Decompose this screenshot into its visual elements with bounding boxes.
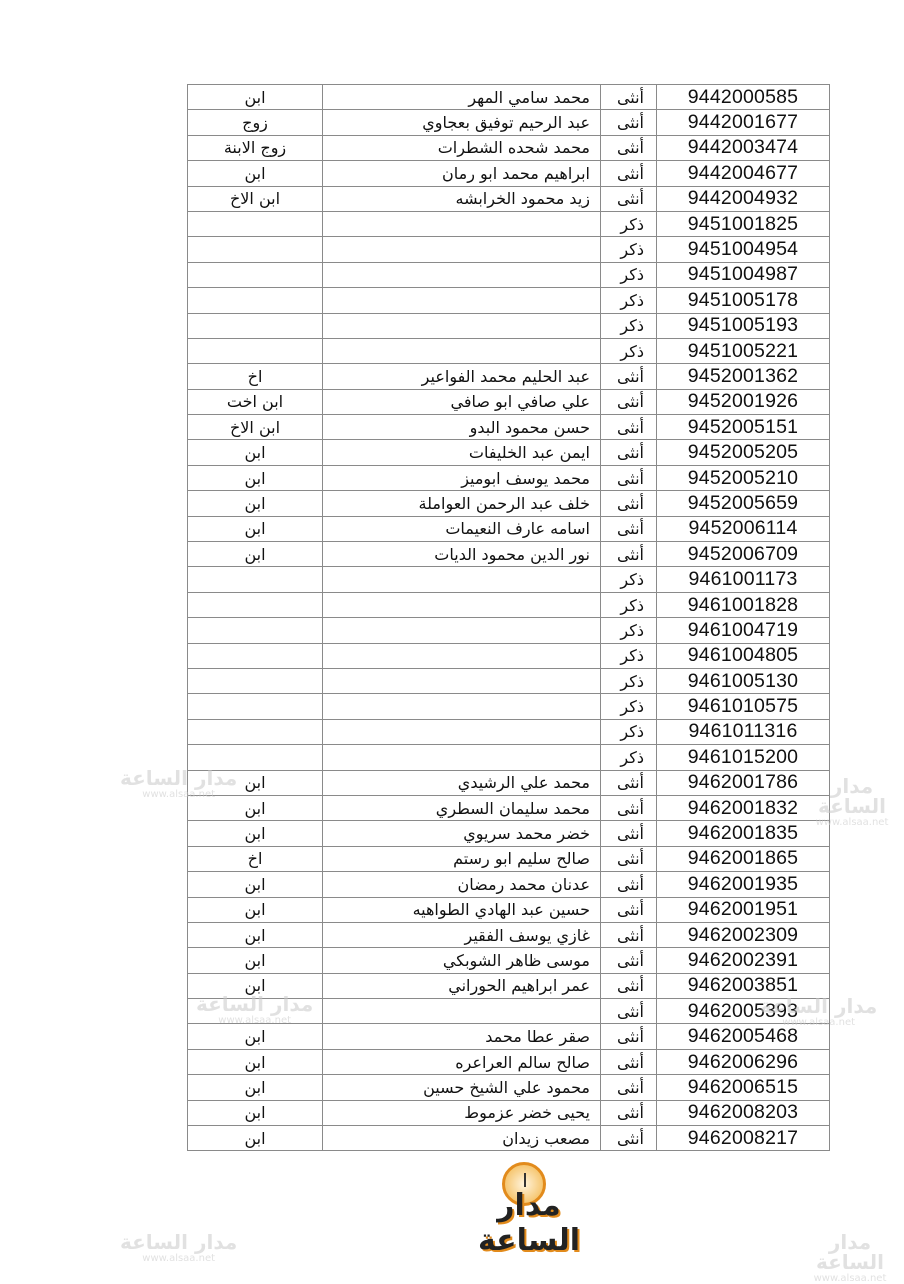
relation-cell bbox=[188, 567, 323, 592]
relation-cell bbox=[188, 618, 323, 643]
gender-cell: أنثى bbox=[601, 872, 657, 897]
gender-cell: أنثى bbox=[601, 795, 657, 820]
site-logo bbox=[470, 1162, 588, 1258]
table-row bbox=[188, 846, 830, 871]
id-cell: 9452005210 bbox=[657, 465, 830, 490]
table-row bbox=[188, 85, 830, 110]
name-cell: عدنان محمد رمضان bbox=[323, 872, 601, 897]
relation-cell: ابن bbox=[188, 1100, 323, 1125]
watermark-text: مدار الساعة bbox=[817, 774, 887, 818]
id-cell: 9462002309 bbox=[657, 922, 830, 947]
id-cell: 9462006515 bbox=[657, 1075, 830, 1100]
table-row bbox=[188, 618, 830, 643]
table-row bbox=[188, 872, 830, 897]
relation-cell: ابن bbox=[188, 770, 323, 795]
id-cell: 9442003474 bbox=[657, 135, 830, 160]
gender-cell: أنثى bbox=[601, 1075, 657, 1100]
gender-cell: أنثى bbox=[601, 770, 657, 795]
watermark-url: www.alsaa.net bbox=[813, 1273, 887, 1284]
gender-cell: أنثى bbox=[601, 491, 657, 516]
gender-cell: أنثى bbox=[601, 364, 657, 389]
relation-cell: ابن bbox=[188, 465, 323, 490]
relation-cell bbox=[188, 643, 323, 668]
relation-cell bbox=[188, 313, 323, 338]
gender-cell: ذكر bbox=[601, 618, 657, 643]
gender-cell: ذكر bbox=[601, 592, 657, 617]
name-cell bbox=[323, 618, 601, 643]
relation-cell: ابن اخت bbox=[188, 389, 323, 414]
gender-cell: ذكر bbox=[601, 745, 657, 770]
gender-cell: أنثى bbox=[601, 948, 657, 973]
watermark-text: مدار الساعة bbox=[815, 1230, 885, 1274]
name-cell: محمد سليمان السطري bbox=[323, 795, 601, 820]
gender-cell: ذكر bbox=[601, 262, 657, 287]
name-cell: مصعب زيدان bbox=[323, 1126, 601, 1151]
name-cell: علي صافي ابو صافي bbox=[323, 389, 601, 414]
id-cell: 9462001832 bbox=[657, 795, 830, 820]
table-row bbox=[188, 922, 830, 947]
gender-cell: ذكر bbox=[601, 567, 657, 592]
relation-cell: ابن الاخ bbox=[188, 186, 323, 211]
table-row bbox=[188, 313, 830, 338]
id-cell: 9462005468 bbox=[657, 1024, 830, 1049]
watermark-text: مدار الساعة bbox=[120, 1230, 238, 1254]
table-row bbox=[188, 948, 830, 973]
table-row bbox=[188, 770, 830, 795]
id-cell: 9451004987 bbox=[657, 262, 830, 287]
name-cell bbox=[323, 313, 601, 338]
name-cell: محمود علي الشيخ حسين bbox=[323, 1075, 601, 1100]
watermark bbox=[120, 1232, 237, 1264]
name-cell: حسن محمود البدو bbox=[323, 415, 601, 440]
table-row bbox=[188, 1126, 830, 1151]
gender-cell: أنثى bbox=[601, 973, 657, 998]
name-cell: صالح سالم العراعره bbox=[323, 1049, 601, 1074]
relation-cell: ابن bbox=[188, 85, 323, 110]
id-cell: 9462005393 bbox=[657, 999, 830, 1024]
watermark-url: www.alsaa.net bbox=[142, 1253, 216, 1264]
relation-cell bbox=[188, 694, 323, 719]
relation-cell bbox=[188, 745, 323, 770]
gender-cell: أنثى bbox=[601, 1049, 657, 1074]
id-cell: 9452006709 bbox=[657, 542, 830, 567]
watermark-url: www.alsaa.net bbox=[815, 817, 889, 828]
name-cell: عمر ابراهيم الحوراني bbox=[323, 973, 601, 998]
table-row bbox=[188, 745, 830, 770]
relation-cell: ابن bbox=[188, 1024, 323, 1049]
name-cell bbox=[323, 999, 601, 1024]
table-row bbox=[188, 694, 830, 719]
table-row bbox=[188, 465, 830, 490]
gender-cell: أنثى bbox=[601, 922, 657, 947]
id-cell: 9462002391 bbox=[657, 948, 830, 973]
name-cell: موسى ظاهر الشوبكي bbox=[323, 948, 601, 973]
table-row bbox=[188, 567, 830, 592]
table-row bbox=[188, 1049, 830, 1074]
name-cell: ايمن عبد الخليفات bbox=[323, 440, 601, 465]
name-cell bbox=[323, 338, 601, 363]
id-cell: 9462006296 bbox=[657, 1049, 830, 1074]
name-cell: غازي يوسف الفقير bbox=[323, 922, 601, 947]
gender-cell: أنثى bbox=[601, 1024, 657, 1049]
id-cell: 9462001786 bbox=[657, 770, 830, 795]
gender-cell: أنثى bbox=[601, 389, 657, 414]
name-cell bbox=[323, 694, 601, 719]
gender-cell: أنثى bbox=[601, 465, 657, 490]
name-cell bbox=[323, 643, 601, 668]
relation-cell: ابن bbox=[188, 440, 323, 465]
table-row bbox=[188, 161, 830, 186]
id-cell: 9442000585 bbox=[657, 85, 830, 110]
table-row bbox=[188, 795, 830, 820]
relation-cell: ابن bbox=[188, 1049, 323, 1074]
relation-cell bbox=[188, 719, 323, 744]
id-cell: 9451001825 bbox=[657, 211, 830, 236]
table-row bbox=[188, 719, 830, 744]
table-row bbox=[188, 542, 830, 567]
relation-cell bbox=[188, 338, 323, 363]
name-cell: اسامه عارف النعيمات bbox=[323, 516, 601, 541]
name-cell: محمد شحده الشطرات bbox=[323, 135, 601, 160]
id-cell: 9462001865 bbox=[657, 846, 830, 871]
relation-cell bbox=[188, 237, 323, 262]
id-cell: 9461011316 bbox=[657, 719, 830, 744]
relation-cell: ابن bbox=[188, 922, 323, 947]
watermark bbox=[796, 1232, 904, 1284]
table-row bbox=[188, 135, 830, 160]
id-cell: 9451005221 bbox=[657, 338, 830, 363]
id-cell: 9461004719 bbox=[657, 618, 830, 643]
relation-cell bbox=[188, 668, 323, 693]
id-cell: 9452006114 bbox=[657, 516, 830, 541]
name-cell: ابراهيم محمد ابو رمان bbox=[323, 161, 601, 186]
relation-cell bbox=[188, 592, 323, 617]
gender-cell: ذكر bbox=[601, 211, 657, 236]
table-row bbox=[188, 389, 830, 414]
table-row bbox=[188, 1024, 830, 1049]
relation-cell: اخ bbox=[188, 846, 323, 871]
table-row bbox=[188, 262, 830, 287]
table-row bbox=[188, 237, 830, 262]
relation-cell: ابن الاخ bbox=[188, 415, 323, 440]
name-cell: حسين عبد الهادي الطواهيه bbox=[323, 897, 601, 922]
table-row bbox=[188, 186, 830, 211]
name-cell bbox=[323, 262, 601, 287]
relation-cell: ابن bbox=[188, 516, 323, 541]
id-cell: 9462008203 bbox=[657, 1100, 830, 1125]
table-row bbox=[188, 415, 830, 440]
relation-cell bbox=[188, 288, 323, 313]
gender-cell: أنثى bbox=[601, 186, 657, 211]
id-cell: 9462001935 bbox=[657, 872, 830, 897]
table-row bbox=[188, 440, 830, 465]
relation-cell: ابن bbox=[188, 1075, 323, 1100]
relation-cell: ابن bbox=[188, 821, 323, 846]
gender-cell: أنثى bbox=[601, 440, 657, 465]
gender-cell: أنثى bbox=[601, 415, 657, 440]
relation-cell: ابن bbox=[188, 161, 323, 186]
records-table-body bbox=[188, 85, 830, 1151]
records-table bbox=[187, 84, 830, 1151]
id-cell: 9461004805 bbox=[657, 643, 830, 668]
relation-cell bbox=[188, 999, 323, 1024]
id-cell: 9461001828 bbox=[657, 592, 830, 617]
table-row bbox=[188, 491, 830, 516]
gender-cell: أنثى bbox=[601, 821, 657, 846]
name-cell bbox=[323, 745, 601, 770]
table-row bbox=[188, 668, 830, 693]
gender-cell: أنثى bbox=[601, 542, 657, 567]
id-cell: 9452005151 bbox=[657, 415, 830, 440]
id-cell: 9462001951 bbox=[657, 897, 830, 922]
relation-cell: ابن bbox=[188, 897, 323, 922]
gender-cell: ذكر bbox=[601, 288, 657, 313]
gender-cell: ذكر bbox=[601, 313, 657, 338]
id-cell: 9442004932 bbox=[657, 186, 830, 211]
watermark-url: www.alsaa.net bbox=[218, 1015, 292, 1026]
id-cell: 9452001926 bbox=[657, 389, 830, 414]
name-cell bbox=[323, 288, 601, 313]
relation-cell: اخ bbox=[188, 364, 323, 389]
gender-cell: ذكر bbox=[601, 237, 657, 262]
relation-cell: زوج bbox=[188, 110, 323, 135]
relation-cell: ابن bbox=[188, 1126, 323, 1151]
relation-cell bbox=[188, 211, 323, 236]
table-row bbox=[188, 1075, 830, 1100]
table-row bbox=[188, 110, 830, 135]
table-row bbox=[188, 897, 830, 922]
relation-cell: ابن bbox=[188, 491, 323, 516]
gender-cell: ذكر bbox=[601, 668, 657, 693]
gender-cell: ذكر bbox=[601, 338, 657, 363]
relation-cell: ابن bbox=[188, 973, 323, 998]
gender-cell: أنثى bbox=[601, 897, 657, 922]
relation-cell: زوج الابنة bbox=[188, 135, 323, 160]
id-cell: 9461001173 bbox=[657, 567, 830, 592]
table-row bbox=[188, 516, 830, 541]
gender-cell: أنثى bbox=[601, 846, 657, 871]
id-cell: 9462008217 bbox=[657, 1126, 830, 1151]
id-cell: 9452001362 bbox=[657, 364, 830, 389]
gender-cell: ذكر bbox=[601, 643, 657, 668]
watermark-text: مدار الساعة bbox=[120, 766, 238, 790]
relation-cell: ابن bbox=[188, 948, 323, 973]
table-row bbox=[188, 338, 830, 363]
id-cell: 9462003851 bbox=[657, 973, 830, 998]
id-cell: 9451005193 bbox=[657, 313, 830, 338]
relation-cell: ابن bbox=[188, 872, 323, 897]
gender-cell: أنثى bbox=[601, 999, 657, 1024]
name-cell: صالح سليم ابو رستم bbox=[323, 846, 601, 871]
watermark-text: مدار الساعة bbox=[760, 994, 878, 1018]
id-cell: 9442001677 bbox=[657, 110, 830, 135]
gender-cell: أنثى bbox=[601, 1100, 657, 1125]
name-cell: عبد الرحيم توفيق بعجاوي bbox=[323, 110, 601, 135]
table-row bbox=[188, 288, 830, 313]
name-cell bbox=[323, 668, 601, 693]
gender-cell: أنثى bbox=[601, 85, 657, 110]
table-row bbox=[188, 643, 830, 668]
gender-cell: أنثى bbox=[601, 135, 657, 160]
relation-cell: ابن bbox=[188, 542, 323, 567]
table-row bbox=[188, 211, 830, 236]
gender-cell: ذكر bbox=[601, 694, 657, 719]
name-cell: يحيى خضر عزموط bbox=[323, 1100, 601, 1125]
name-cell: محمد يوسف ابوميز bbox=[323, 465, 601, 490]
table-row bbox=[188, 1100, 830, 1125]
gender-cell: أنثى bbox=[601, 516, 657, 541]
id-cell: 9461005130 bbox=[657, 668, 830, 693]
name-cell: صقر عطا محمد bbox=[323, 1024, 601, 1049]
logo-text: مدار الساعة bbox=[477, 1188, 581, 1258]
id-cell: 9451005178 bbox=[657, 288, 830, 313]
name-cell: محمد سامي المهر bbox=[323, 85, 601, 110]
relation-cell bbox=[188, 262, 323, 287]
table-row bbox=[188, 364, 830, 389]
name-cell: عبد الحليم محمد الفواعير bbox=[323, 364, 601, 389]
id-cell: 9461015200 bbox=[657, 745, 830, 770]
name-cell bbox=[323, 237, 601, 262]
watermark-url: www.alsaa.net bbox=[142, 789, 216, 800]
name-cell bbox=[323, 719, 601, 744]
gender-cell: ذكر bbox=[601, 719, 657, 744]
gender-cell: أنثى bbox=[601, 110, 657, 135]
name-cell: خضر محمد سريوي bbox=[323, 821, 601, 846]
id-cell: 9452005659 bbox=[657, 491, 830, 516]
gender-cell: أنثى bbox=[601, 1126, 657, 1151]
table-row bbox=[188, 592, 830, 617]
table-row bbox=[188, 973, 830, 998]
id-cell: 9451004954 bbox=[657, 237, 830, 262]
name-cell: زيد محمود الخرابشه bbox=[323, 186, 601, 211]
id-cell: 9462001835 bbox=[657, 821, 830, 846]
relation-cell: ابن bbox=[188, 795, 323, 820]
name-cell: محمد علي الرشيدي bbox=[323, 770, 601, 795]
gender-cell: أنثى bbox=[601, 161, 657, 186]
table-row bbox=[188, 999, 830, 1024]
id-cell: 9461010575 bbox=[657, 694, 830, 719]
name-cell bbox=[323, 592, 601, 617]
watermark-url: www.alsaa.net bbox=[782, 1017, 856, 1028]
id-cell: 9442004677 bbox=[657, 161, 830, 186]
name-cell: نور الدين محمود الديات bbox=[323, 542, 601, 567]
name-cell bbox=[323, 211, 601, 236]
id-cell: 9452005205 bbox=[657, 440, 830, 465]
watermark-text: مدار الساعة bbox=[196, 992, 314, 1016]
name-cell bbox=[323, 567, 601, 592]
table-row bbox=[188, 821, 830, 846]
name-cell: خلف عبد الرحمن العواملة bbox=[323, 491, 601, 516]
